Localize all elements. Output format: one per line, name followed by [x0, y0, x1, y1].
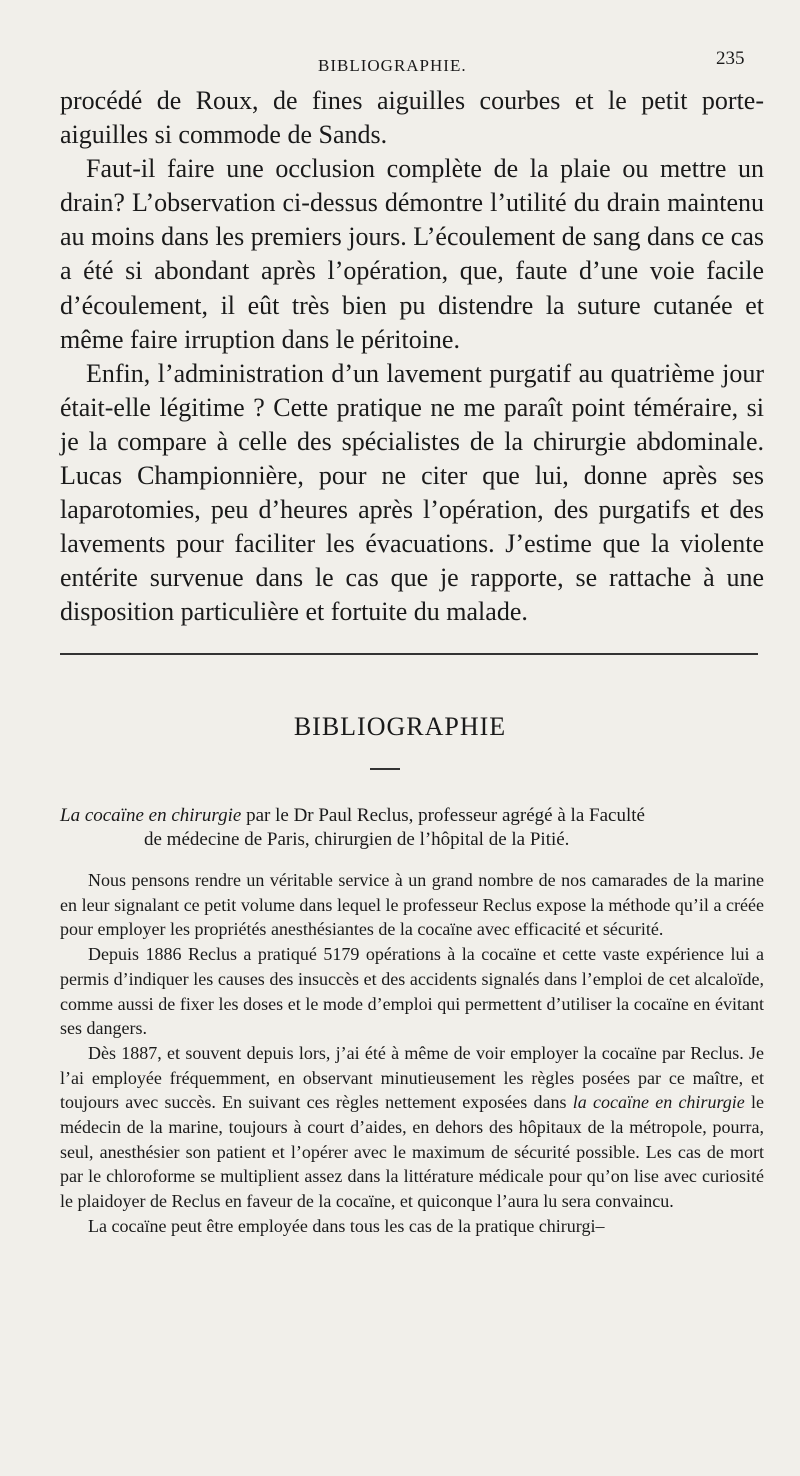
page-number: 235: [716, 48, 745, 69]
book-citation: [60, 804, 764, 852]
paragraph: Faut-il faire une occlusion complète de la plaie ou mettre un drain? L’observation ci-dessus démontre l’utilité du drain maintenu au moins dans les premiers jours. L’écoulement de sang dans ce cas a été si abondant après l’opération, que, faute d’une voie facile d’écoulement, il eût très bien pu distendre la suture cutanée et même faire irruption dans le péritoine.: [60, 154, 764, 354]
review-paragraph: Nous pensons rendre un véritable service à un grand nombre de nos camarades de la marine en leur signalant ce petit volume dans lequel le professeur Reclus expose la méthode qu’il a créée pour employer les propriétés anesthésiantes de la cocaïne avec efficacité et sécurité.: [60, 870, 764, 940]
running-head: BIBLIOGRAPHIE.: [318, 56, 467, 75]
book-review: [60, 868, 764, 1239]
citation-line-1: [60, 804, 764, 828]
paragraph: Enfin, l’administration d’un lavement purgatif au quatrième jour était-elle légitime ? Cette pratique ne me paraît point téméraire, si je la compare à celle des spécialistes de la chirurgie abdominale. Lucas Championnière, pour ne citer que lui, donne après ses laparotomies, peu d’heures après l’opération, des purgatifs et des lavements pour faciliter les évacuations. J’estime que la violente entérite survenue dans le cas que je rapporte, se rattache à une disposition particulière et fortuite du malade.: [60, 358, 764, 627]
body-text: [60, 84, 764, 630]
review-paragraph: [60, 1041, 764, 1214]
review-text: Dès 1887, et souvent depuis lors, j’ai été à même de voir employer la cocaïne par Reclus. Je l’ai employée fréquemment, en observant minutieusement les règles posées par ce maître, et toujours avec succès. En suivant ces règles nettement exposées dans: [60, 1042, 764, 1113]
section-divider: [60, 653, 758, 655]
review-paragraph: Depuis 1886 Reclus a pratiqué 5179 opérations à la cocaïne et cette vaste expérience lui a permis d’indiquer les causes des insuccès et des accidents signalés dans l’emploi de cet alcaloïde, comme aussi de fixer les doses et le mode d’emploi qui permettent d’utiliser la cocaïne en évitant ses dangers.: [60, 944, 764, 1039]
paragraph: procédé de Roux, de fines aiguilles courbes et le petit porte-aiguilles si commode de Sands.: [60, 86, 764, 150]
book-title-inline: la cocaïne en chirurgie: [572, 1092, 745, 1113]
title-dash: [370, 768, 400, 770]
review-text: le médecin de la marine, toujours à court d’aides, en dehors des hôpitaux de la métropole, pourra, seul, anesthésier son patient et l’opérer avec le maximum de sécurité possible. Les cas de mort par le chloroforme se multiplient assez dans la littérature médicale pour qu’on lise avec curiosité le plaidoyer de Reclus en faveur de la cocaïne, et quiconque l’aura lu sera convaincu.: [60, 1092, 765, 1212]
section-title: BIBLIOGRAPHIE: [293, 712, 507, 741]
citation-author: par le Dr Paul Reclus, professeur agrégé à la Faculté: [241, 805, 645, 826]
book-title: La cocaïne en chirurgie: [60, 805, 242, 826]
citation-line-2: de médecine de Paris, chirurgien de l’hôpital de la Pitié.: [144, 829, 570, 850]
review-paragraph: La cocaïne peut être employée dans tous les cas de la pratique chirurgi–: [88, 1215, 605, 1236]
